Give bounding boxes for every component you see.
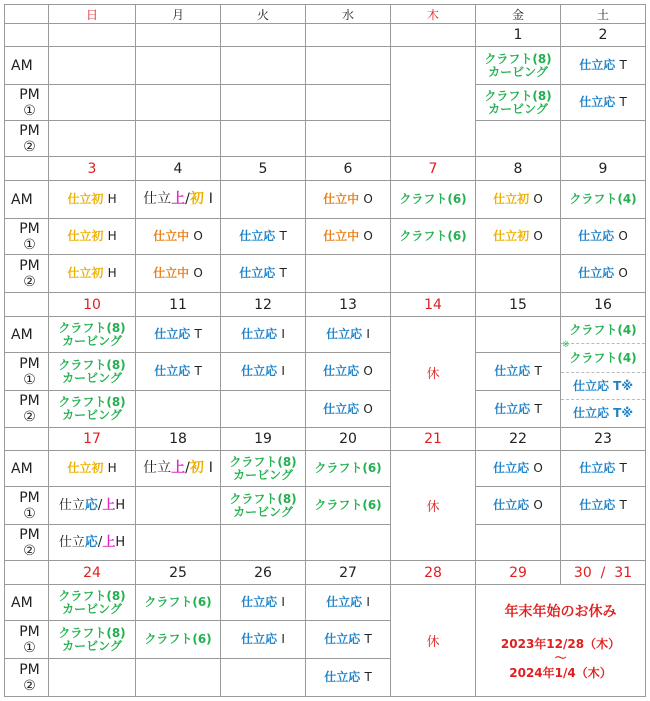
week1-tue-pm2 — [221, 121, 306, 157]
week4-tue-am — [221, 451, 306, 487]
weekday-fri: 金 — [476, 4, 561, 24]
week5-sun-pm1 — [49, 621, 136, 659]
week1-date-corner — [4, 24, 49, 47]
week5-date-tue: 26 — [221, 561, 306, 585]
event-craft: クラフト(4) — [569, 192, 637, 206]
event-tailoring: 仕立応 T — [579, 95, 627, 109]
week2-mon-pm2 — [136, 255, 221, 293]
week5-sun-pm2 — [49, 659, 136, 697]
week2-pm1-label: PM ① — [4, 219, 49, 255]
week4-sat-pm2 — [561, 525, 646, 561]
week4-mon-am — [136, 451, 221, 487]
event-craft: クラフト(4) — [569, 322, 637, 337]
week2-sat-pm1 — [561, 219, 646, 255]
week1-am-label: AM — [4, 47, 49, 85]
event-tailoring: 仕立応 O — [578, 229, 628, 243]
week2-date-thu: 7 — [391, 157, 476, 181]
event-tailoring: 仕立応 O — [323, 364, 373, 378]
week5-wed-am — [306, 585, 391, 621]
week2-wed-pm1 — [306, 219, 391, 255]
event-tailoring: 仕立応 O — [578, 266, 628, 280]
week5-mon-am — [136, 585, 221, 621]
week3-wed-pm2 — [306, 391, 391, 428]
week2-date-mon: 4 — [136, 157, 221, 181]
week4-am-label: AM — [4, 451, 49, 487]
week3-sat-slot-a — [561, 317, 645, 344]
event-tailoring: 仕立応 I — [241, 327, 285, 341]
event-tailoring-beginner: 仕立初 O — [493, 229, 543, 243]
week1-date-sun — [49, 24, 136, 47]
event-craft-carving: クラフト(8) カービング — [229, 454, 297, 482]
event-tailoring: 仕立応 T — [239, 266, 287, 280]
week1-date-wed — [306, 24, 391, 47]
week5-wed-pm2 — [306, 659, 391, 697]
week2-date-tue: 5 — [221, 157, 306, 181]
week5-date-mon: 25 — [136, 561, 221, 585]
week1-date-tue — [221, 24, 306, 47]
week1-mon-am — [136, 47, 221, 85]
week2-sun-pm1 — [49, 219, 136, 255]
week1-fri-pm2 — [476, 121, 561, 157]
week4-pm1-label: PM ① — [4, 487, 49, 525]
week2-tue-pm1 — [221, 219, 306, 255]
week1-date-thu — [391, 24, 476, 47]
week1-fri-am — [476, 47, 561, 85]
week2-date-wed: 6 — [306, 157, 391, 181]
notice-start-date: 2023年12/28（木） — [500, 636, 621, 651]
week1-date-mon — [136, 24, 221, 47]
week4-tue-pm2 — [221, 525, 306, 561]
event-tailoring-beginner: 仕立初 O — [493, 192, 543, 206]
week3-date-wed: 13 — [306, 293, 391, 317]
week4-wed-am — [306, 451, 391, 487]
week3-sat-slot-d — [561, 400, 645, 427]
week3-fri-pm2 — [476, 391, 561, 428]
week1-tue-pm1 — [221, 85, 306, 121]
event-tailoring: 仕立応 O — [493, 498, 543, 512]
week1-fri-pm1 — [476, 85, 561, 121]
event-craft-carving: クラフト(8) カービング — [58, 625, 126, 653]
week5-pm2-label: PM ② — [4, 659, 49, 697]
week5-date-fri: 29 — [476, 561, 561, 585]
event-craft-carving: クラフト(8) カービング — [58, 588, 126, 616]
event-tailoring: 仕立応 I — [241, 364, 285, 378]
week1-pm2-label: PM ② — [4, 121, 49, 157]
week1-mon-pm1 — [136, 85, 221, 121]
week3-mon-am — [136, 317, 221, 353]
week4-date-sun: 17 — [49, 428, 136, 451]
week1-sat-pm2 — [561, 121, 646, 157]
week5-date-corner — [4, 561, 49, 585]
week2-mon-am — [136, 181, 221, 219]
week1-mon-pm2 — [136, 121, 221, 157]
week2-sat-am — [561, 181, 646, 219]
event-tailoring: 仕立応 T — [154, 327, 202, 341]
event-craft-carving: クラフト(8) カービング — [58, 320, 126, 348]
week4-sat-am — [561, 451, 646, 487]
week4-tue-pm1 — [221, 487, 306, 525]
event-tailoring: 仕立応 T — [579, 498, 627, 512]
week4-fri-am — [476, 451, 561, 487]
week2-fri-pm1 — [476, 219, 561, 255]
week4-date-corner — [4, 428, 49, 451]
week5-mon-pm1 — [136, 621, 221, 659]
week4-pm2-label: PM ② — [4, 525, 49, 561]
week3-mon-pm2 — [136, 391, 221, 428]
week1-thu-merged — [391, 47, 476, 157]
week4-wed-pm1 — [306, 487, 391, 525]
week2-fri-pm2 — [476, 255, 561, 293]
week3-date-sun: 10 — [49, 293, 136, 317]
event-tailoring: 仕立応 T — [579, 461, 627, 475]
event-craft: クラフト(6) — [144, 595, 212, 609]
notice-end-date: 2024年1/4（木） — [509, 665, 612, 680]
week4-wed-pm2 — [306, 525, 391, 561]
week2-date-sun: 3 — [49, 157, 136, 181]
week4-fri-pm2 — [476, 525, 561, 561]
week2-tue-am — [221, 181, 306, 219]
week3-date-tue: 12 — [221, 293, 306, 317]
week4-date-fri: 22 — [476, 428, 561, 451]
week4-date-sat: 23 — [561, 428, 646, 451]
event-craft: クラフト(6) — [399, 192, 467, 206]
note-mark: ※ — [562, 340, 570, 350]
weekday-mon: 月 — [136, 4, 221, 24]
week4-date-wed: 20 — [306, 428, 391, 451]
event-tailoring: 仕立応 O — [493, 461, 543, 475]
week5-pm1-label: PM ① — [4, 621, 49, 659]
week2-fri-am — [476, 181, 561, 219]
week1-sun-pm1 — [49, 85, 136, 121]
week3-date-thu: 14 — [391, 293, 476, 317]
week3-thu-holiday: 休 — [391, 317, 476, 428]
event-tailoring: 仕立応 T — [324, 632, 372, 646]
event-craft-carving: クラフト(8) カービング — [229, 491, 297, 519]
week1-sat-pm1 — [561, 85, 646, 121]
week2-sat-pm2 — [561, 255, 646, 293]
event-tailoring-beginner: 仕立初 H — [67, 229, 117, 243]
week3-pm2-label: PM ② — [4, 391, 49, 428]
week3-wed-pm1 — [306, 353, 391, 391]
week3-date-corner — [4, 293, 49, 317]
week3-pm1-label: PM ① — [4, 353, 49, 391]
week1-sun-pm2 — [49, 121, 136, 157]
week1-sun-am — [49, 47, 136, 85]
week2-date-corner — [4, 157, 49, 181]
week3-sat-slot-b — [561, 340, 645, 373]
new-year-holiday-notice — [476, 585, 646, 697]
week3-fri-am — [476, 317, 561, 353]
week1-sat-am — [561, 47, 646, 85]
event-tailoring-beginner: 仕立初 H — [67, 461, 117, 475]
week3-wed-am — [306, 317, 391, 353]
week3-sun-pm2 — [49, 391, 136, 428]
week4-fri-pm1 — [476, 487, 561, 525]
week5-tue-am — [221, 585, 306, 621]
notice-tilde: ～ — [554, 650, 567, 665]
event-tailoring: 仕立応 I — [326, 595, 370, 609]
event-tailoring: 仕立応 T — [579, 58, 627, 72]
week3-date-sat: 16 — [561, 293, 646, 317]
week5-date-wed: 27 — [306, 561, 391, 585]
event-craft-carving: クラフト(8) カービング — [484, 51, 552, 79]
week3-fri-pm1 — [476, 353, 561, 391]
week3-tue-pm2 — [221, 391, 306, 428]
event-tailoring-applied-advanced: 仕立応/上H — [58, 498, 126, 513]
week3-mon-pm1 — [136, 353, 221, 391]
event-tailoring: 仕立応 I — [241, 632, 285, 646]
week5-date-sat: 30 / 31 — [561, 561, 646, 585]
event-craft: クラフト(6) — [314, 498, 382, 512]
week3-tue-pm1 — [221, 353, 306, 391]
week5-date-sun: 24 — [49, 561, 136, 585]
week4-mon-pm1 — [136, 487, 221, 525]
week2-sun-pm2 — [49, 255, 136, 293]
event-tailoring-beginner: 仕立初 H — [67, 266, 117, 280]
event-tailoring-applied-advanced: 仕立応/上H — [58, 535, 126, 550]
event-tailoring-advanced-beginner: 仕立上/初 I — [143, 460, 213, 476]
week2-thu-pm2 — [391, 255, 476, 293]
week3-sat-slot-c — [561, 373, 645, 400]
event-tailoring: 仕立応 T — [494, 364, 542, 378]
week4-mon-pm2 — [136, 525, 221, 561]
week4-sun-pm1 — [49, 487, 136, 525]
event-tailoring-intermediate: 仕立中 O — [153, 229, 203, 243]
week2-wed-am — [306, 181, 391, 219]
event-craft: クラフト(6) — [314, 461, 382, 475]
weekday-tue: 火 — [221, 4, 306, 24]
event-craft-carving: クラフト(8) カービング — [484, 88, 552, 116]
week2-sun-am — [49, 181, 136, 219]
week1-date-fri: 1 — [476, 24, 561, 47]
week2-am-label: AM — [4, 181, 49, 219]
week1-date-sat: 2 — [561, 24, 646, 47]
week5-sun-am — [49, 585, 136, 621]
week3-sun-pm1 — [49, 353, 136, 391]
event-tailoring-advanced-beginner: 仕立上/初 I — [143, 191, 213, 207]
week3-sat-slots — [561, 317, 646, 428]
week1-wed-pm2 — [306, 121, 391, 157]
week2-thu-pm1 — [391, 219, 476, 255]
event-tailoring: 仕立応 T※ — [572, 406, 634, 420]
week5-tue-pm2 — [221, 659, 306, 697]
week5-wed-pm1 — [306, 621, 391, 659]
week1-wed-pm1 — [306, 85, 391, 121]
week4-thu-holiday: 休 — [391, 451, 476, 561]
event-tailoring-beginner: 仕立初 H — [67, 192, 117, 206]
notice-title: 年末年始のお休み — [504, 603, 617, 620]
event-craft: クラフト(4) — [569, 350, 637, 365]
week4-date-mon: 18 — [136, 428, 221, 451]
week1-pm1-label: PM ① — [4, 85, 49, 121]
weekday-sun: 日 — [49, 4, 136, 24]
week1-tue-am — [221, 47, 306, 85]
event-craft: クラフト(6) — [144, 632, 212, 646]
event-tailoring-intermediate: 仕立中 O — [323, 192, 373, 206]
event-craft-carving: クラフト(8) カービング — [58, 357, 126, 385]
event-tailoring: 仕立応 T — [239, 229, 287, 243]
week3-date-mon: 11 — [136, 293, 221, 317]
event-tailoring: 仕立応 T — [324, 670, 372, 684]
week1-wed-am — [306, 47, 391, 85]
week2-tue-pm2 — [221, 255, 306, 293]
week3-date-fri: 15 — [476, 293, 561, 317]
week5-mon-pm2 — [136, 659, 221, 697]
week2-date-sat: 9 — [561, 157, 646, 181]
week2-mon-pm1 — [136, 219, 221, 255]
header-corner — [4, 4, 49, 24]
event-tailoring: 仕立応 I — [326, 327, 370, 341]
event-craft-carving: クラフト(8) カービング — [58, 395, 126, 422]
week5-am-label: AM — [4, 585, 49, 621]
event-tailoring: 仕立応 T※ — [572, 378, 634, 393]
week5-date-thu: 28 — [391, 561, 476, 585]
week4-date-thu: 21 — [391, 428, 476, 451]
week4-sun-am — [49, 451, 136, 487]
week4-sun-pm2 — [49, 525, 136, 561]
week2-wed-pm2 — [306, 255, 391, 293]
event-craft: クラフト(6) — [399, 229, 467, 243]
event-tailoring: 仕立応 O — [323, 401, 373, 416]
event-tailoring: 仕立応 T — [494, 401, 542, 416]
week2-thu-am — [391, 181, 476, 219]
event-tailoring: 仕立応 I — [241, 595, 285, 609]
week3-sun-am — [49, 317, 136, 353]
week2-date-fri: 8 — [476, 157, 561, 181]
weekday-sat: 土 — [561, 4, 646, 24]
week5-tue-pm1 — [221, 621, 306, 659]
week3-am-label: AM — [4, 317, 49, 353]
weekday-thu: 木 — [391, 4, 476, 24]
week4-sat-pm1 — [561, 487, 646, 525]
week3-tue-am — [221, 317, 306, 353]
event-tailoring: 仕立応 T — [154, 364, 202, 378]
week4-date-tue: 19 — [221, 428, 306, 451]
event-tailoring-intermediate: 仕立中 O — [153, 266, 203, 280]
week5-thu-holiday: 休 — [391, 585, 476, 697]
weekday-wed: 水 — [306, 4, 391, 24]
week2-pm2-label: PM ② — [4, 255, 49, 293]
event-tailoring-intermediate: 仕立中 O — [323, 229, 373, 243]
